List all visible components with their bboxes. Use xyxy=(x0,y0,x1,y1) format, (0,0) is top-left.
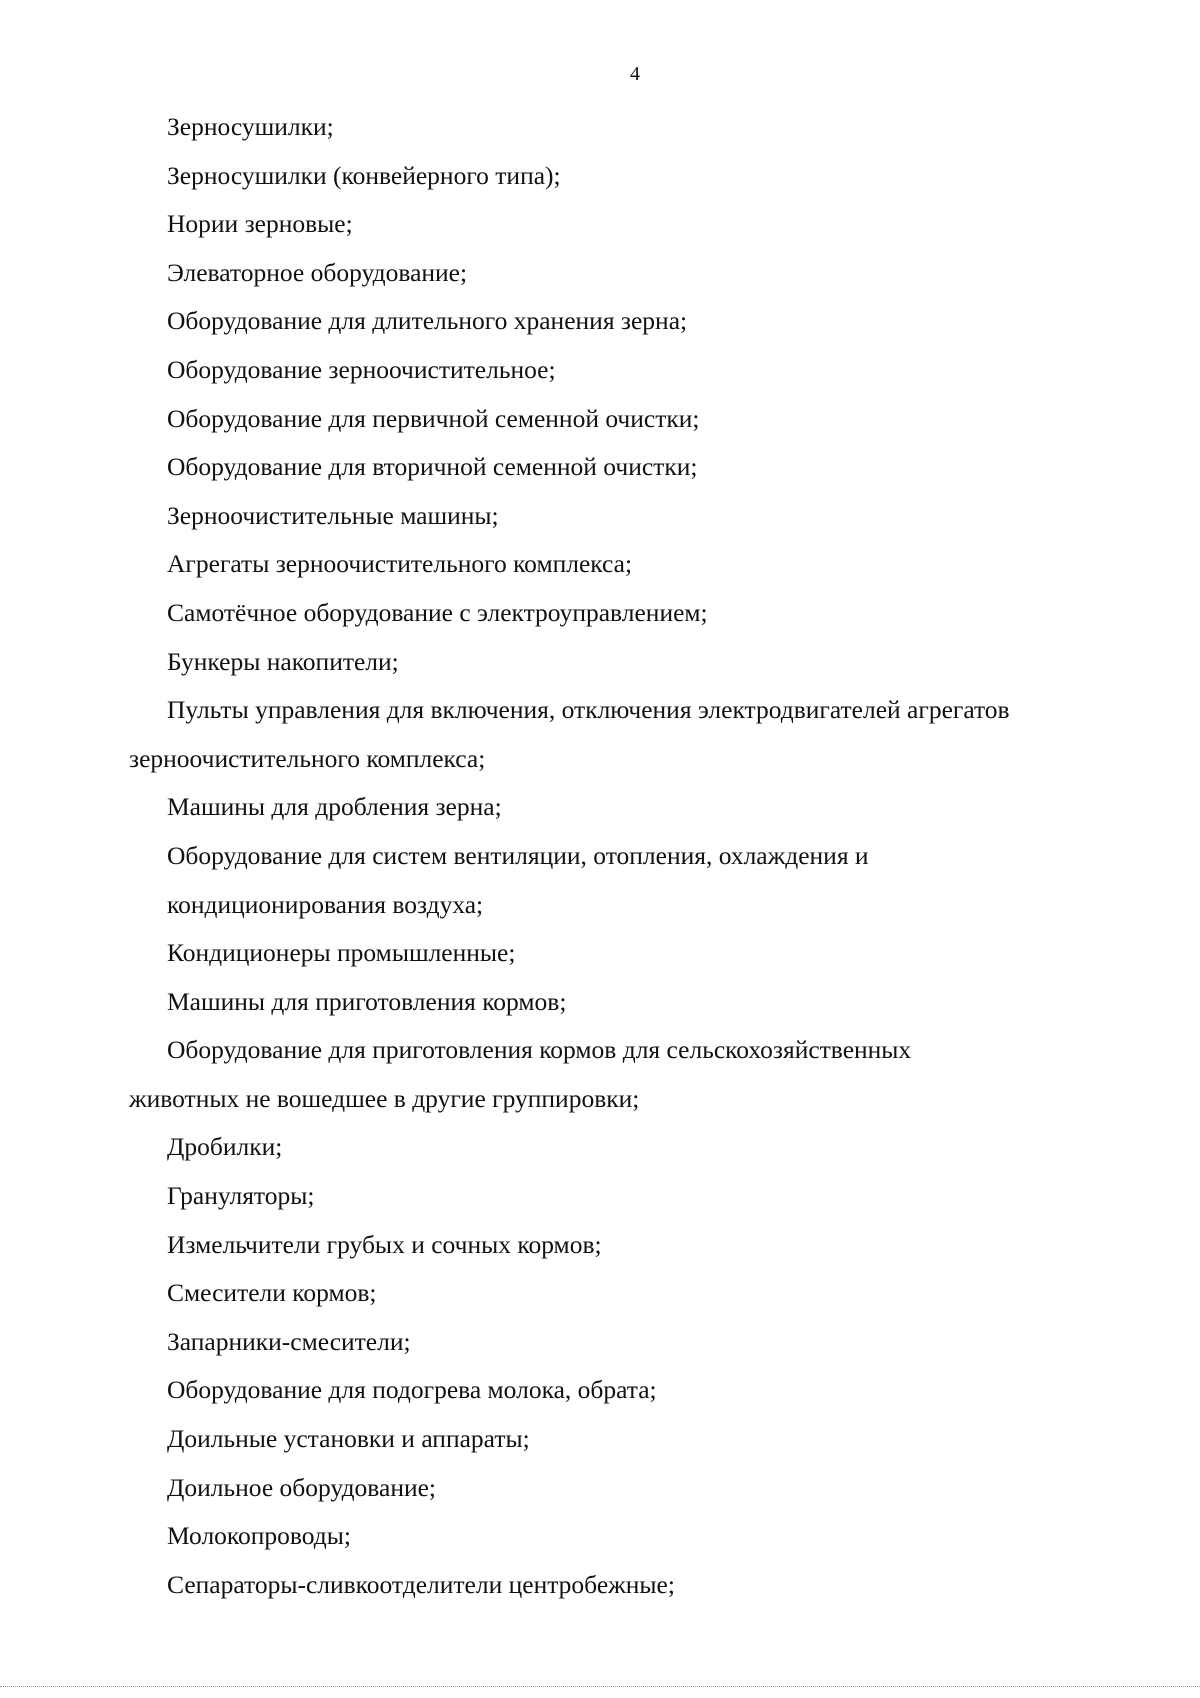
list-item-continuation: животных не вошедшее в другие группировки; xyxy=(129,1083,640,1113)
list-item: Самотёчное оборудование с электроуправлением; xyxy=(167,597,708,627)
list-item: Машины для дробления зерна; xyxy=(167,792,502,822)
equipment-list xyxy=(123,103,1123,1609)
page-number: 4 xyxy=(630,63,640,85)
list-item: Молокопроводы; xyxy=(167,1521,351,1551)
list-item: Зерносушилки (конвейерного типа); xyxy=(167,160,561,190)
list-item: Кондиционеры промышленные; xyxy=(167,938,516,968)
list-item: Бункеры накопители; xyxy=(167,646,399,676)
list-item: Агрегаты зерноочистительного комплекса; xyxy=(167,549,633,579)
list-item: Запарники-смесители; xyxy=(167,1326,411,1356)
list-item: Элеваторное оборудование; xyxy=(167,257,468,287)
list-item: Зерноочистительные машины; xyxy=(167,500,499,530)
list-item: Измельчители грубых и сочных кормов; xyxy=(167,1229,602,1259)
list-item: Оборудование для первичной семенной очистки; xyxy=(167,403,700,433)
list-item: Оборудование зерноочистительное; xyxy=(167,354,556,384)
list-item: Оборудование для подогрева молока, обрата; xyxy=(167,1375,657,1405)
list-item: кондиционирования воздуха; xyxy=(167,889,484,919)
list-item: Сепараторы-сливкоотделители центробежные; xyxy=(167,1569,675,1599)
list-item: Зерносушилки; xyxy=(167,112,334,141)
list-item: Оборудование для приготовления кормов для сельскохозяйственных xyxy=(167,1035,912,1065)
list-item: Доильные установки и аппараты; xyxy=(167,1424,530,1454)
list-item: Смесители кормов; xyxy=(167,1278,377,1308)
list-item: Грануляторы; xyxy=(167,1181,315,1211)
list-item: Оборудование для систем вентиляции, отопления, охлаждения и xyxy=(167,840,869,870)
bottom-rule xyxy=(0,1686,1200,1687)
list-item: Машины для приготовления кормов; xyxy=(167,986,567,1016)
list-item-continuation: зерноочистительного комплекса; xyxy=(129,743,486,773)
list-item: Оборудование для вторичной семенной очистки; xyxy=(167,452,698,482)
list-item: Оборудование для длительного хранения зерна; xyxy=(167,306,688,336)
list-item: Пульты управления для включения, отключения электродвигателей агрегатов xyxy=(167,695,1010,725)
list-item: Дробилки; xyxy=(167,1132,283,1162)
list-item: Доильное оборудование; xyxy=(167,1472,437,1502)
list-item: Нории зерновые; xyxy=(167,209,353,239)
